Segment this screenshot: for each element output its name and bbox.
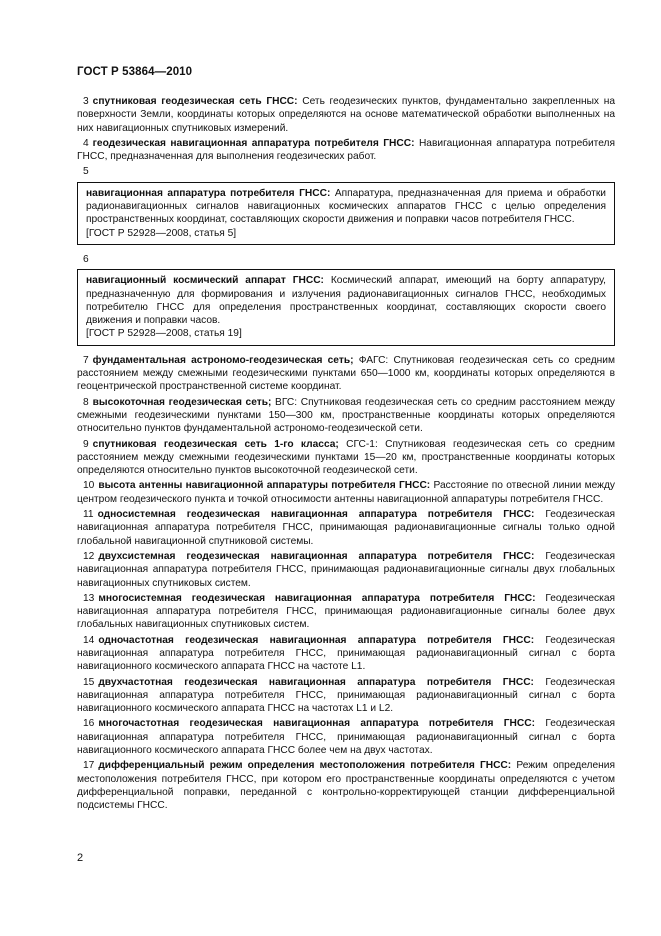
term-entry: [77, 438, 615, 478]
term-title: спутниковая геодезическая сеть 1-го класса;: [92, 438, 339, 450]
term-definition: Космический аппарат, имеющий на борту аппаратуру, предназначенную для формирования и излучения радионавигационных сигналов ГНСС, необходимых потребителю ГНСС для определения пространственных координат, составляющих скорости своего движения и поправки часов.: [86, 275, 606, 327]
term-title: геодезическая навигационная аппаратура потребителя ГНСС:: [92, 137, 415, 149]
term-entry: [86, 274, 606, 327]
term-number: 6: [83, 253, 89, 265]
source-reference: [ГОСТ Р 52928—2008, статья 19]: [86, 328, 242, 340]
term-definition: Навигационная аппаратура потребителя ГНСС, предназначенная для выполнения геодезических работ.: [77, 137, 615, 163]
term-entry: [77, 95, 615, 135]
term-title: навигационная аппаратура потребителя ГНСС:: [86, 187, 331, 199]
term-definition: Геодезическая навигационная аппаратура потребителя ГНСС, принимающая радионавигационные сигналы более двух глобальных навигационных спутниковых систем.: [77, 592, 615, 631]
term-entry: [77, 354, 615, 394]
term-number: 16: [83, 718, 95, 730]
term-title: высокоточная геодезическая сеть;: [92, 396, 272, 408]
document-header: ГОСТ Р 53864—2010: [77, 66, 193, 78]
term-entry: [77, 550, 615, 590]
term-title: высота антенны навигационной аппаратуры потребителя ГНСС:: [98, 480, 431, 492]
term-number: 15: [83, 676, 95, 688]
term-number: 4: [83, 137, 89, 149]
term-entry: [77, 634, 615, 674]
source-reference: [ГОСТ Р 52928—2008, статья 5]: [86, 227, 237, 239]
term-number: 12: [83, 550, 95, 562]
term-number: 10: [83, 480, 95, 492]
term-definition: Геодезическая навигационная аппаратура потребителя ГНСС, принимающая радионавигационные сигналы только одной глобальной навигационной спутниковой системы.: [77, 509, 615, 547]
term-entry: [77, 759, 615, 812]
terms-content: [77, 95, 615, 815]
term-title: многочастотная геодезическая навигационная аппаратура потребителя ГНСС:: [98, 718, 536, 730]
term-number: 8: [83, 396, 89, 408]
term-title: односистемная геодезическая навигационная аппаратура потребителя ГНСС:: [97, 509, 535, 521]
term-title: навигационный космический аппарат ГНСС:: [86, 275, 324, 287]
term-entry: [77, 479, 615, 506]
term-entry: [77, 592, 615, 632]
term-entry: [77, 717, 615, 757]
term-number: 13: [83, 592, 95, 604]
term-definition: Аппаратура, предназначенная для приема и обработки радионавигационных сигналов навигационных космических аппаратов ГНСС с целью определения пространственных координат, составляющих скорости движения и поправки часов потребителя ГНСС.: [86, 187, 606, 226]
term-definition: СГС-1: Спутниковая геодезическая сеть со средним расстоянием между смежными геодезическими пунктами 15—20 км, пространственные координаты которых определяются относительно пунктов высокоточной геодезической сети.: [77, 438, 615, 477]
term-entry: [86, 187, 606, 227]
term-entry: [77, 137, 615, 164]
page-number: 2: [77, 852, 84, 864]
term-number: 17: [83, 760, 95, 772]
term-definition: ВГС: Спутниковая геодезическая сеть со средним расстоянием между смежными геодезическими пунктами 150—300 км, пространственные координаты которых определяются относительно пунктов фундаментальной астрономо-геодезической сети.: [77, 396, 615, 435]
term-definition: Сеть геодезических пунктов, фундаментально закрепленных на поверхности Земли, координаты которых определяются на основе математической обработки выполненных на них навигационных спутниковых измерений.: [77, 96, 615, 134]
term-definition: Расстояние по отвесной линии между центром геодезического пункта и точкой относимости антенны навигационной аппаратуры потребителя ГНСС.: [77, 480, 615, 505]
term-definition: Геодезическая навигационная аппаратура потребителя ГНСС, принимающая радионавигационный сигнал с борта навигационного космического аппарата ГНСС на частоте L1.: [77, 634, 615, 673]
quoted-term-box: [77, 182, 615, 245]
term-definition: ФАГС: Спутниковая геодезическая сеть со средним расстоянием между смежными геодезическими пунктами 650—1000 км, координаты которых определяются в геоцентрической пространственной системе координат.: [77, 354, 615, 393]
term-definition: Геодезическая навигационная аппаратура потребителя ГНСС, принимающая радионавигационный сигнал с борта навигационного космического аппарата ГНСС на частотах L1 и L2.: [77, 676, 615, 715]
term-title: двухчастотная геодезическая навигационная аппаратура потребителя ГНСС:: [98, 676, 534, 688]
term-title: спутниковая геодезическая сеть ГНСС:: [92, 96, 298, 107]
term-title: дифференциальный режим определения местоположения потребителя ГНСС:: [98, 760, 512, 772]
term-entry: [77, 676, 615, 716]
term-definition: Режим определения местоположения потребителя ГНСС, при котором его пространственные координаты определяются с учетом дифференциальной поправки, переданной с контрольно-корректирующей станции дифференциальной подсистемы ГНСС.: [77, 760, 615, 812]
term-title: одночастотная геодезическая навигационная аппаратура потребителя ГНСС:: [98, 634, 535, 646]
term-number: 7: [83, 354, 89, 366]
term-definition: Геодезическая навигационная аппаратура потребителя ГНСС, принимающая радионавигационные сигналы двух глобальных навигационных спутниковых систем.: [77, 550, 615, 589]
quoted-term-box: [77, 269, 615, 345]
term-number: 9: [83, 438, 89, 450]
term-number: 14: [83, 634, 95, 646]
term-number: 5: [83, 166, 89, 178]
term-title: двухсистемная геодезическая навигационная аппаратура потребителя ГНСС:: [98, 550, 535, 562]
term-entry: [77, 508, 615, 548]
term-definition: Геодезическая навигационная аппаратура потребителя ГНСС, принимающая радионавигационный сигнал с борта навигационного космического аппарата ГНСС более чем на двух частотах.: [77, 718, 615, 757]
term-number: 11: [83, 509, 94, 521]
term-entry: [77, 396, 615, 436]
term-title: многосистемная геодезическая навигационная аппаратура потребителя ГНСС:: [98, 592, 536, 604]
term-title: фундаментальная астрономо-геодезическая сеть;: [92, 354, 354, 366]
term-number: 3: [83, 96, 89, 107]
